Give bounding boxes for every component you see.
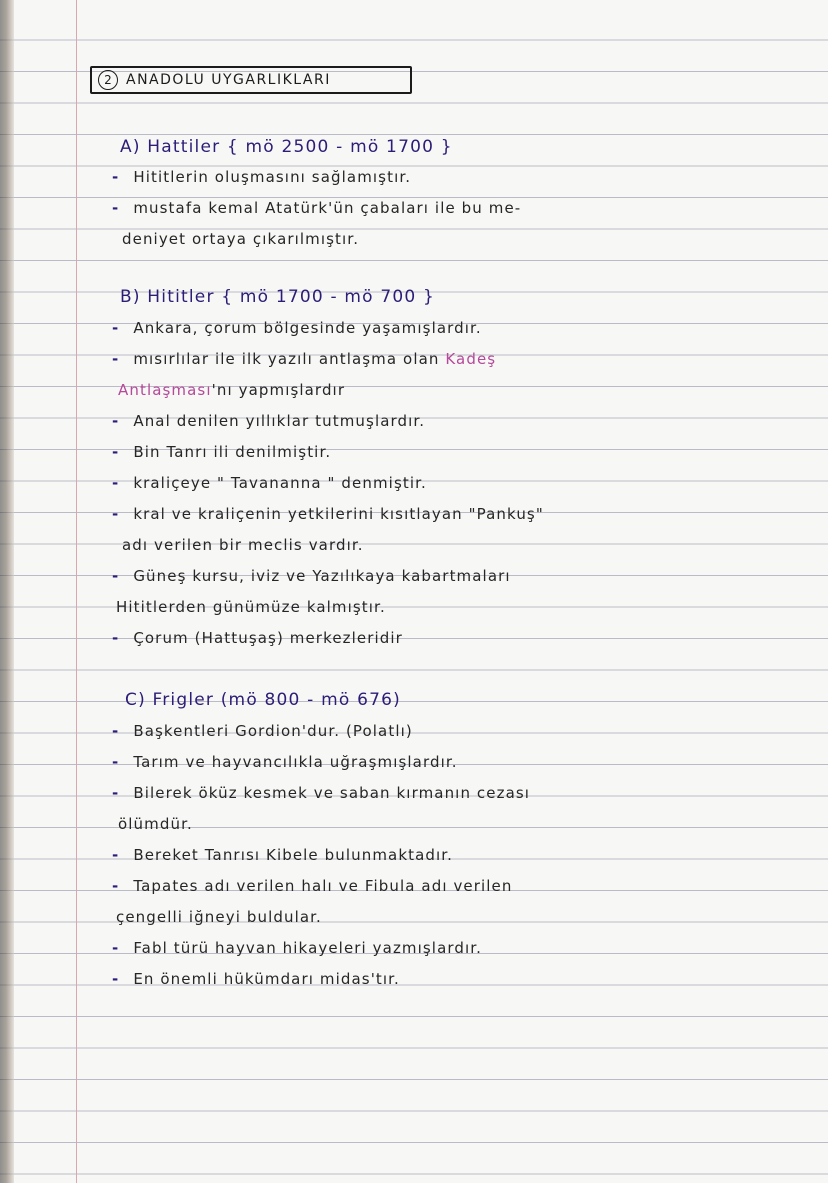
list-item: - Fabl türü hayvan hikayeleri yazmışlardır. [112, 939, 483, 957]
bullet-dash: - [112, 567, 120, 585]
heading-hititler: B) Hititler { mö 1700 - mö 700 } [120, 287, 436, 307]
list-item: - Bilerek öküz kesmek ve saban kırmanın cezası [112, 784, 531, 802]
bullet-dash: - [112, 846, 120, 864]
list-item: - kral ve kraliçenin yetkilerini kısıtlayan "Pankuş" [112, 505, 544, 523]
list-item: - mustafa kemal Atatürk'ün çabaları ile bu me- [112, 199, 522, 217]
text-line: deniyet ortaya çıkarılmıştır. [122, 230, 360, 248]
text-line: adı verilen bir meclis vardır. [122, 536, 364, 554]
bullet-dash: - [112, 939, 120, 957]
list-item: - Çorum (Hattuşaş) merkezleridir [112, 629, 403, 647]
list-item: - kraliçeye " Tavananna " denmiştir. [112, 474, 427, 492]
text-line: ölümdür. [118, 815, 193, 833]
bullet-dash: - [112, 629, 120, 647]
bullet-dash: - [112, 199, 120, 217]
binding-edge [0, 0, 14, 1183]
bullet-dash: - [112, 722, 120, 740]
list-item: - Başkentleri Gordion'dur. (Polatlı) [112, 722, 413, 740]
bullet-dash: - [112, 877, 120, 895]
bullet-dash: - [112, 412, 120, 430]
text-line: Antlaşması'nı yapmışlardır [118, 381, 346, 399]
highlight-text: Kadeş [445, 350, 497, 368]
list-item: - Tarım ve hayvancılıkla uğraşmışlardır. [112, 753, 458, 771]
bullet-dash: - [112, 350, 120, 368]
list-item: - Hititlerin oluşmasını sağlamıştır. [112, 168, 412, 186]
bullet-dash: - [112, 319, 120, 337]
list-item: - Ankara, çorum bölgesinde yaşamışlardır. [112, 319, 482, 337]
bullet-dash: - [112, 443, 120, 461]
list-item: - Güneş kursu, iviz ve Yazılıkaya kabartmaları [112, 567, 511, 585]
text-line: Hititlerden günümüze kalmıştır. [116, 598, 386, 616]
highlight-text: Antlaşması [118, 381, 212, 399]
bullet-dash: - [112, 970, 120, 988]
title-number: 2 [98, 70, 118, 90]
list-item: - Bereket Tanrısı Kibele bulunmaktadır. [112, 846, 454, 864]
margin-line [76, 0, 77, 1183]
title-box [90, 66, 412, 94]
bullet-dash: - [112, 474, 120, 492]
heading-hattiler: A) Hattiler { mö 2500 - mö 1700 } [120, 137, 453, 157]
bullet-dash: - [112, 168, 120, 186]
text-line: çengelli iğneyi buldular. [116, 908, 322, 926]
page-title: ANADOLU UYGARLIKLARI [126, 72, 331, 88]
list-item: - mısırlılar ile ilk yazılı antlaşma olan Kadeş [112, 350, 497, 368]
list-item: - Anal denilen yıllıklar tutmuşlardır. [112, 412, 426, 430]
list-item: - Bin Tanrı ili denilmiştir. [112, 443, 332, 461]
list-item: - Tapates adı verilen halı ve Fibula adı verilen [112, 877, 513, 895]
bullet-dash: - [112, 505, 120, 523]
heading-frigler: C) Frigler (mö 800 - mö 676) [125, 690, 401, 710]
bullet-dash: - [112, 753, 120, 771]
list-item: - En önemli hükümdarı midas'tır. [112, 970, 400, 988]
bullet-dash: - [112, 784, 120, 802]
